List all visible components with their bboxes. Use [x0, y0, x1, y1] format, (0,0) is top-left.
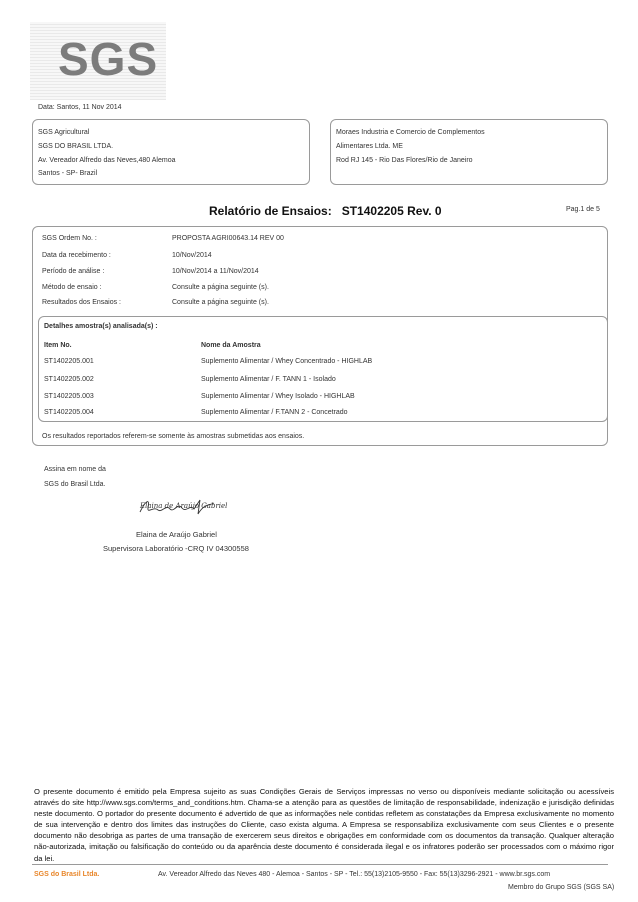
report-title-label: Relatório de Ensaios:: [209, 204, 332, 218]
sample-name-3: Suplemento Alimentar / Whey Isolado - HIGHLAB: [201, 393, 355, 400]
footer-member: Membro do Grupo SGS (SGS SA): [508, 884, 615, 891]
sample-item-2: ST1402205.002: [44, 376, 94, 383]
info-value-order: PROPOSTA AGRI00643.14 REV 00: [172, 235, 284, 242]
info-label-received: Data da recebimento :: [42, 252, 111, 259]
client-line-1: Moraes Industria e Comercio de Complementos: [336, 129, 485, 136]
legal-disclaimer: O presente documento é emitido pela Empresa sujeito as suas Condições Gerais de Serviços impressas no verso ou disponíveis mediante solicitação ou acessíveis através do site http://www.sgs.com/terms_and_conditions.htm. Chama-se a atenção para as questões de limitação de responsabilidade, indenização e jurisdição definidas neste documento. O portador do presente documento é advertido de que as informações nele contidas refletem as constatações da Empresa exclusivamente no momento de sua intervenção e dentro dos limites das instruções do Cliente, caso exista alguma. A Empresa se responsabiliza exclusivamente com seus Clientes e o presente documento não desobriga as partes de uma transação de exercerem seus direitos e obrigações em conformidade com os documentos da transação. Qualquer alteração não-autorizada, imitação ou falsificação do conteúdo ou da aparência deste documento é considerada ilegal e os infratores poderão ser processados com o máximo rigor da lei.: [34, 787, 614, 863]
sign-on-behalf: Assina em nome da: [44, 466, 106, 473]
footer-company: SGS do Brasil Ltda.: [34, 871, 100, 878]
info-label-results: Resultados dos Ensaios :: [42, 299, 121, 306]
report-number: ST1402205 Rev. 0: [341, 204, 442, 218]
sender-line-2: SGS DO BRASIL LTDA.: [38, 143, 114, 150]
samples-box: [38, 316, 608, 422]
sample-name-2: Suplemento Alimentar / F. TANN 1 - Isolado: [201, 376, 336, 383]
report-title: [209, 204, 442, 218]
info-value-method: Consulte a página seguinte (s).: [172, 284, 269, 291]
results-note: Os resultados reportados referem-se somente às amostras submetidas aos ensaios.: [42, 433, 305, 440]
info-value-period: 10/Nov/2014 a 11/Nov/2014: [172, 268, 259, 275]
sgs-logo: SGS: [58, 33, 159, 85]
footer-address: Av. Vereador Alfredo das Neves 480 - Alemoa - Santos - SP - Tel.: 55(13)2105-9550 - Fax: 55(13)3296-2921 - www.br.sgs.com: [158, 871, 551, 878]
sender-line-4: Santos - SP- Brazil: [38, 170, 98, 177]
footer-divider: [32, 864, 608, 865]
svg-text:Elaina de Araújo Gabriel: Elaina de Araújo Gabriel: [140, 502, 228, 510]
samples-col-name: Nome da Amostra: [201, 342, 261, 349]
info-label-method: Método de ensaio :: [42, 284, 102, 291]
client-line-2: Alimentares Ltda. ME: [336, 143, 403, 150]
sign-company: SGS do Brasil Ltda.: [44, 481, 106, 488]
handwritten-signature: [138, 494, 228, 518]
signer-role: Supervisora Laboratório -CRQ IV 04300558: [103, 544, 249, 553]
sample-item-3: ST1402205.003: [44, 393, 94, 400]
info-label-period: Período de análise :: [42, 268, 105, 275]
info-label-order: SGS Ordem No. :: [42, 235, 97, 242]
samples-col-item: Item No.: [44, 342, 72, 349]
signer-name: Elaina de Araújo Gabriel: [136, 530, 217, 539]
info-value-received: 10/Nov/2014: [172, 252, 212, 259]
sample-name-4: Suplemento Alimentar / F.TANN 2 - Concetrado: [201, 409, 348, 416]
sender-line-1: SGS Agricultural: [38, 129, 90, 136]
report-date: Data: Santos, 11 Nov 2014: [38, 104, 122, 111]
sample-item-1: ST1402205.001: [44, 358, 94, 365]
client-line-3: Rod RJ 145 - Rio Das Flores/Rio de Janeiro: [336, 157, 473, 164]
page-number: Pag.1 de 5: [566, 206, 600, 213]
sample-name-1: Suplemento Alimentar / Whey Concentrado - HIGHLAB: [201, 358, 373, 365]
samples-heading: Detalhes amostra(s) analisada(s) :: [44, 323, 158, 330]
sender-line-3: Av. Vereador Alfredo das Neves,480 Alemoa: [38, 157, 176, 164]
info-value-results: Consulte a página seguinte (s).: [172, 299, 269, 306]
sample-item-4: ST1402205.004: [44, 409, 94, 416]
